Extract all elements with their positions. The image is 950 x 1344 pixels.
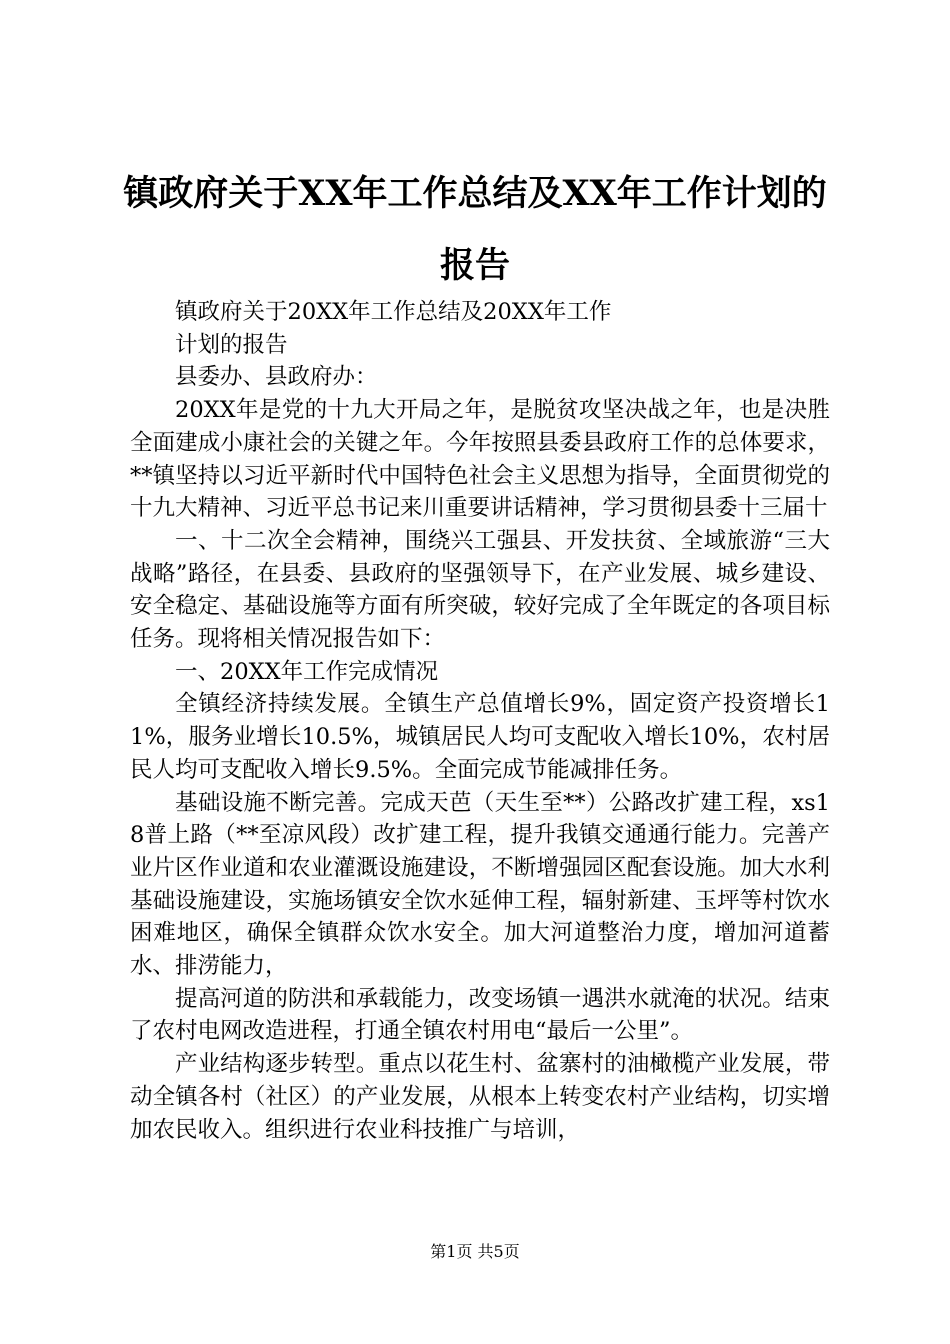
paragraph: 镇政府关于20XX年工作总结及20XX年工作 xyxy=(175,299,612,325)
paragraph: 20XX年是党的十九大开局之年，是脱贫攻坚决战之年，也是决胜全面建成小康社会的关键之年。今年按照县委县政府工作的总体要求，**镇坚持以习近平新时代中国特色社会主义思想为指导，全面贯彻党的十九大精神、习近平总书记来川重要讲话精神，学习贯彻县委十三届十 xyxy=(130,397,830,522)
document-body xyxy=(130,296,830,1146)
paragraph: 一、20XX年工作完成情况 xyxy=(175,658,439,685)
paragraph: 县委办、县政府办： xyxy=(175,364,378,391)
page-footer: 第1页 共5页 xyxy=(430,1242,520,1261)
document-title: 镇政府关于XX年工作总结及XX年工作计划的报告 xyxy=(123,173,827,286)
paragraph: 一、十二次全会精神，围绕兴工强县、开发扶贫、全域旅游“三大战略”路径，在县委、县政府的坚强领导下，在产业发展、城乡建设、安全稳定、基础设施等方面有所突破，较好完成了全年既定的各项目标任务。现将相关情况报告如下： xyxy=(130,527,830,653)
paragraph: 提高河道的防洪和承载能力，改变场镇一遇洪水就淹的状况。结束了农村电网改造进程，打通全镇农村用电“最后一公里”。 xyxy=(130,985,830,1045)
paragraph: 基础设施不断完善。完成天芭（天生至**）公路改扩建工程，xs18普上路（**至凉风段）改扩建工程，提升我镇交通通行能力。完善产业片区作业道和农业灌溉设施建设，不断增强园区配套设施。加大水利基础设施建设，实施场镇安全饮水延伸工程，辐射新建、玉坪等村饮水困难地区，确保全镇群众饮水安全。加大河道整治力度，增加河道蓄水、排涝能力， xyxy=(130,789,830,980)
paragraph: 产业结构逐步转型。重点以花生村、盆寨村的油橄榄产业发展，带动全镇各村（社区）的产业发展，从根本上转变农村产业结构，切实增加农民收入。组织进行农业科技推广与培训， xyxy=(130,1051,830,1143)
paragraph: 计划的报告 xyxy=(175,331,288,358)
paragraph: 全镇经济持续发展。全镇生产总值增长9%，固定资产投资增长11%，服务业增长10.5%，城镇居民人均可支配收入增长10%，农村居民人均可支配收入增长9.5%。全面完成节能减排任务。 xyxy=(130,691,830,783)
